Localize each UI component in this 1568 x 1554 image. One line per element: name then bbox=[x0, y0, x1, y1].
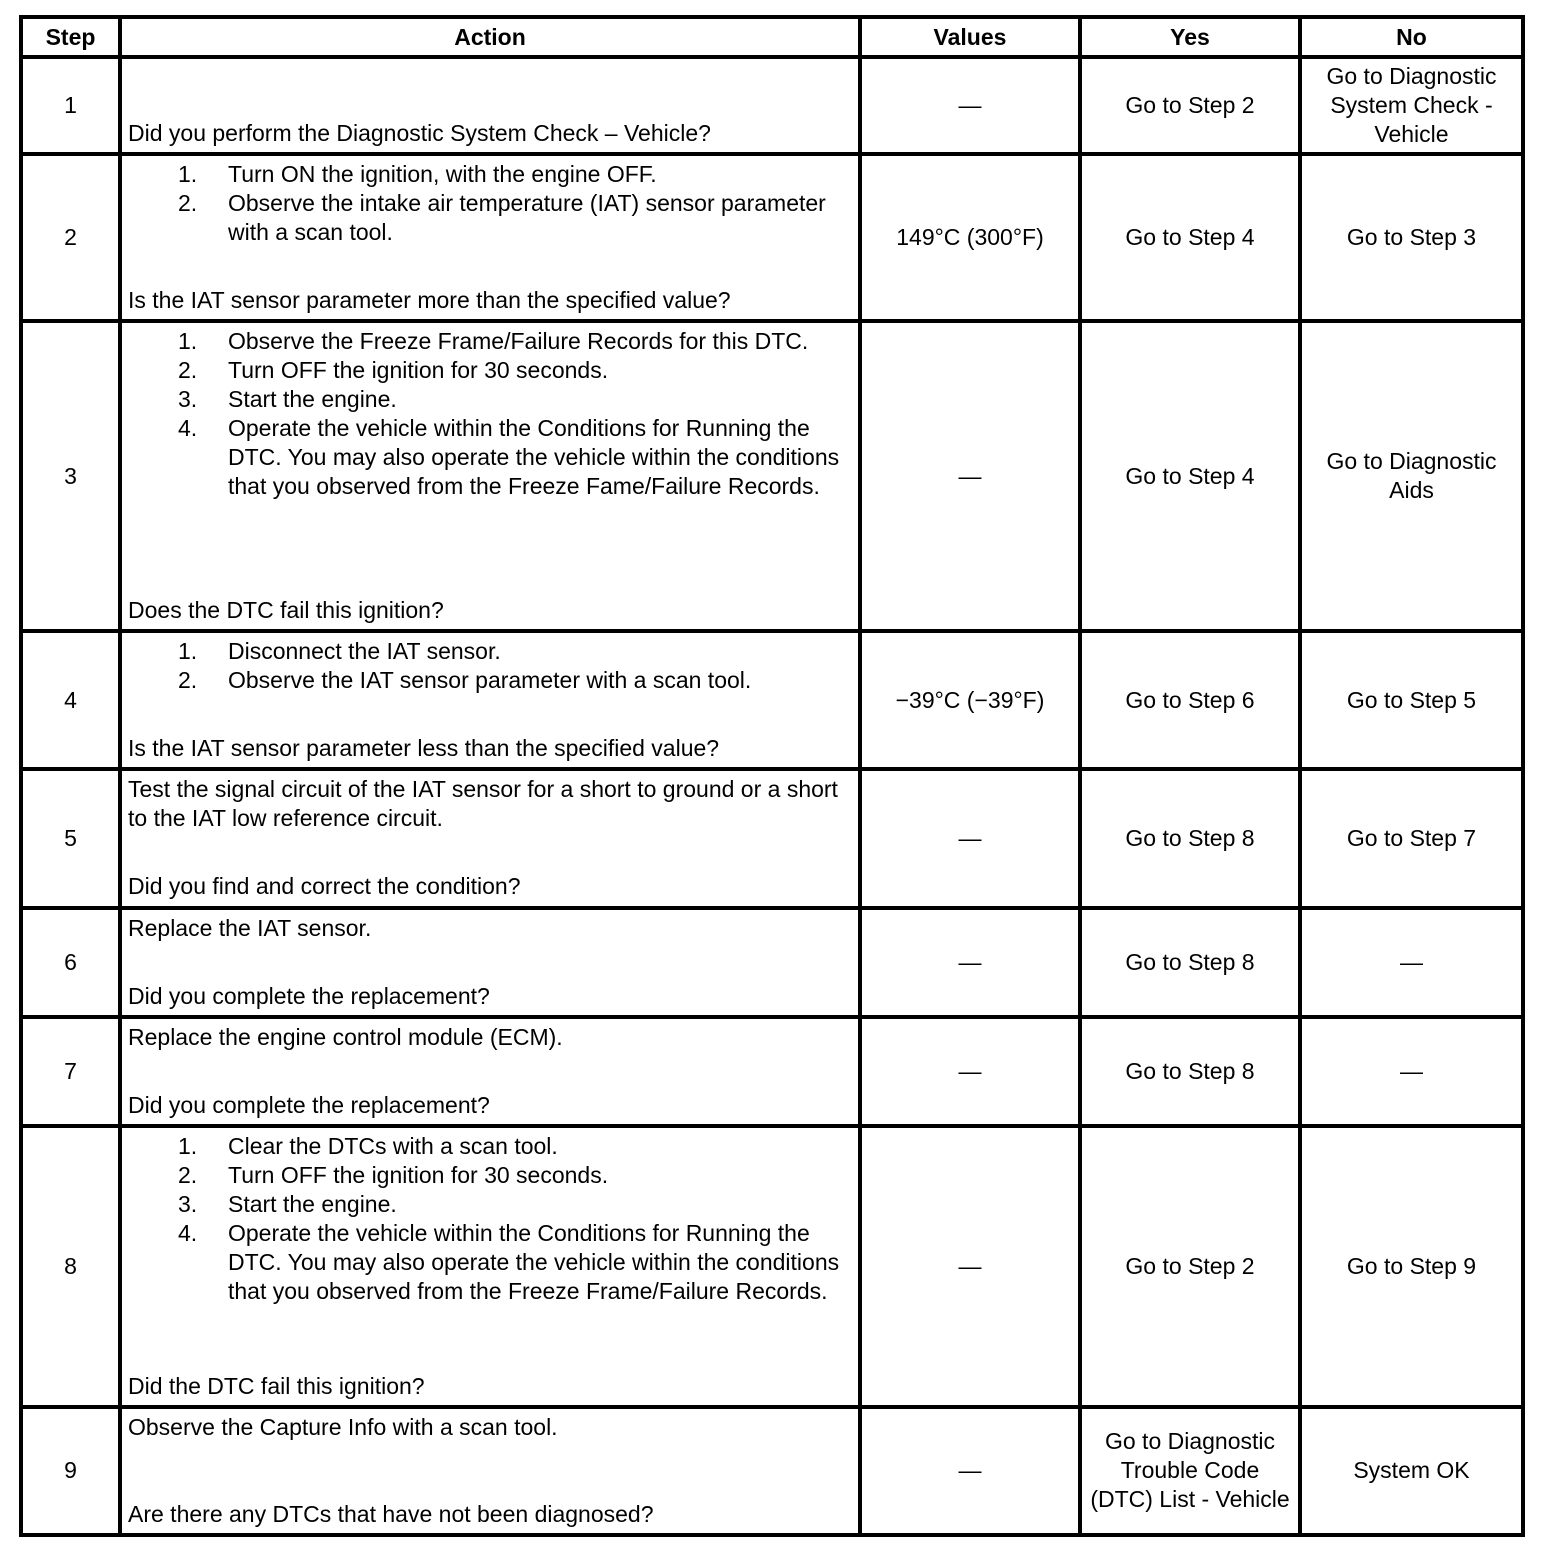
action-step-text: Observe the Freeze Frame/Failure Records for this DTC. bbox=[228, 328, 809, 355]
action-cell bbox=[120, 769, 860, 907]
value-cell: — bbox=[860, 1126, 1080, 1407]
action-step-number: 3. bbox=[178, 1190, 198, 1217]
step-number: 7 bbox=[21, 1017, 120, 1126]
action-step-number: 2. bbox=[178, 190, 198, 217]
action-question: Did you complete the replacement? bbox=[128, 982, 490, 1009]
action-cell bbox=[120, 1407, 860, 1535]
table-row bbox=[21, 1017, 1523, 1126]
step-number: 9 bbox=[21, 1407, 120, 1535]
action-instruction: Test the signal circuit of the IAT sensor for a short to ground or a short to the IAT low reference circuit. bbox=[128, 776, 838, 832]
action-question: Did the DTC fail this ignition? bbox=[128, 1372, 425, 1399]
yes-cell: Go to Step 8 bbox=[1080, 1017, 1300, 1126]
header-action: Action bbox=[120, 17, 860, 57]
step-number: 1 bbox=[21, 57, 120, 154]
action-instruction: Observe the Capture Info with a scan tool. bbox=[128, 1413, 558, 1440]
action-step-number: 4. bbox=[178, 415, 198, 442]
diagnostic-table bbox=[19, 15, 1525, 1537]
action-step-number: 3. bbox=[178, 386, 198, 413]
action-cell bbox=[120, 631, 860, 769]
no-cell: Go to Step 3 bbox=[1300, 154, 1523, 321]
action-cell bbox=[120, 1017, 860, 1126]
table-row bbox=[21, 908, 1523, 1017]
yes-cell: Go to Step 6 bbox=[1080, 631, 1300, 769]
action-step-text: Clear the DTCs with a scan tool. bbox=[228, 1132, 558, 1159]
step-number: 4 bbox=[21, 631, 120, 769]
action-step-item bbox=[178, 666, 852, 695]
step-number: 3 bbox=[21, 321, 120, 631]
action-step-number: 1. bbox=[178, 161, 198, 188]
action-instruction: Replace the engine control module (ECM). bbox=[128, 1023, 563, 1050]
header-yes: Yes bbox=[1080, 17, 1300, 57]
action-step-text: Start the engine. bbox=[228, 1190, 397, 1217]
action-steps-list bbox=[128, 637, 852, 695]
value-cell: — bbox=[860, 57, 1080, 154]
action-step-item bbox=[178, 189, 852, 247]
table-row bbox=[21, 1126, 1523, 1407]
value-cell: — bbox=[860, 1017, 1080, 1126]
no-cell: Go to Step 5 bbox=[1300, 631, 1523, 769]
yes-cell: Go to Diagnostic Trouble Code (DTC) List - Vehicle bbox=[1080, 1407, 1300, 1535]
action-step-item bbox=[178, 385, 852, 414]
yes-cell: Go to Step 2 bbox=[1080, 57, 1300, 154]
action-step-text: Turn OFF the ignition for 30 seconds. bbox=[228, 1161, 609, 1188]
action-step-item bbox=[178, 1190, 852, 1219]
yes-cell: Go to Step 8 bbox=[1080, 769, 1300, 907]
action-step-text: Disconnect the IAT sensor. bbox=[228, 638, 501, 665]
action-question: Are there any DTCs that have not been diagnosed? bbox=[128, 1500, 654, 1527]
action-step-item bbox=[178, 1161, 852, 1190]
action-step-item bbox=[178, 1132, 852, 1161]
action-step-number: 1. bbox=[178, 328, 198, 355]
table-body bbox=[21, 57, 1523, 1535]
value-cell: 149°C (300°F) bbox=[860, 154, 1080, 321]
no-cell: Go to Step 7 bbox=[1300, 769, 1523, 907]
action-step-text: Start the engine. bbox=[228, 386, 397, 413]
yes-cell: Go to Step 8 bbox=[1080, 908, 1300, 1017]
action-steps-list bbox=[128, 1132, 852, 1306]
step-number: 5 bbox=[21, 769, 120, 907]
yes-cell: Go to Step 4 bbox=[1080, 154, 1300, 321]
action-steps-list bbox=[128, 327, 852, 501]
action-step-item bbox=[178, 327, 852, 356]
no-cell: Go to Diagnostic Aids bbox=[1300, 321, 1523, 631]
action-step-item bbox=[178, 1219, 852, 1306]
action-step-item bbox=[178, 160, 852, 189]
value-cell: −39°C (−39°F) bbox=[860, 631, 1080, 769]
action-step-item bbox=[178, 414, 852, 501]
action-instruction: Replace the IAT sensor. bbox=[128, 914, 372, 941]
action-step-text: Operate the vehicle within the Conditions for Running the DTC. You may also operate the vehicle within the conditions that you observed from the Freeze Fame/Failure Records. bbox=[228, 415, 840, 500]
header-step: Step bbox=[21, 17, 120, 57]
action-step-text: Observe the intake air temperature (IAT) sensor parameter with a scan tool. bbox=[228, 190, 826, 246]
action-step-text: Operate the vehicle within the Conditions for Running the DTC. You may also operate the vehicle within the conditions that you observed from the Freeze Frame/Failure Records. bbox=[228, 1219, 840, 1304]
action-step-number: 1. bbox=[178, 638, 198, 665]
yes-cell: Go to Step 4 bbox=[1080, 321, 1300, 631]
no-cell: Go to Diagnostic System Check - Vehicle bbox=[1300, 57, 1523, 154]
header-row bbox=[21, 17, 1523, 57]
action-cell bbox=[120, 1126, 860, 1407]
yes-cell: Go to Step 2 bbox=[1080, 1126, 1300, 1407]
action-question: Does the DTC fail this ignition? bbox=[128, 597, 444, 624]
action-step-number: 4. bbox=[178, 1219, 198, 1246]
action-question: Did you complete the replacement? bbox=[128, 1091, 490, 1118]
no-cell: System OK bbox=[1300, 1407, 1523, 1535]
table-row bbox=[21, 321, 1523, 631]
action-step-number: 1. bbox=[178, 1132, 198, 1159]
no-cell: — bbox=[1300, 1017, 1523, 1126]
action-cell bbox=[120, 57, 860, 154]
action-steps-list bbox=[128, 160, 852, 247]
step-number: 6 bbox=[21, 908, 120, 1017]
table-row bbox=[21, 1407, 1523, 1535]
value-cell: — bbox=[860, 1407, 1080, 1535]
action-step-number: 2. bbox=[178, 667, 198, 694]
action-cell bbox=[120, 321, 860, 631]
action-cell bbox=[120, 154, 860, 321]
header-no: No bbox=[1300, 17, 1523, 57]
header-values: Values bbox=[860, 17, 1080, 57]
action-question: Did you find and correct the condition? bbox=[128, 873, 521, 900]
step-number: 2 bbox=[21, 154, 120, 321]
table-row bbox=[21, 631, 1523, 769]
table-row bbox=[21, 57, 1523, 154]
action-step-text: Observe the IAT sensor parameter with a scan tool. bbox=[228, 667, 752, 694]
no-cell: Go to Step 9 bbox=[1300, 1126, 1523, 1407]
action-step-text: Turn ON the ignition, with the engine OFF. bbox=[228, 161, 657, 188]
no-cell: — bbox=[1300, 908, 1523, 1017]
action-question: Is the IAT sensor parameter more than the specified value? bbox=[128, 287, 731, 314]
action-cell bbox=[120, 908, 860, 1017]
value-cell: — bbox=[860, 769, 1080, 907]
table-row bbox=[21, 154, 1523, 321]
action-step-number: 2. bbox=[178, 1161, 198, 1188]
step-number: 8 bbox=[21, 1126, 120, 1407]
table-row bbox=[21, 769, 1523, 907]
action-question: Did you perform the Diagnostic System Check – Vehicle? bbox=[128, 120, 711, 147]
action-step-item bbox=[178, 637, 852, 666]
action-step-item bbox=[178, 356, 852, 385]
action-step-number: 2. bbox=[178, 357, 198, 384]
value-cell: — bbox=[860, 908, 1080, 1017]
value-cell: — bbox=[860, 321, 1080, 631]
action-step-text: Turn OFF the ignition for 30 seconds. bbox=[228, 357, 609, 384]
action-question: Is the IAT sensor parameter less than the specified value? bbox=[128, 735, 720, 762]
